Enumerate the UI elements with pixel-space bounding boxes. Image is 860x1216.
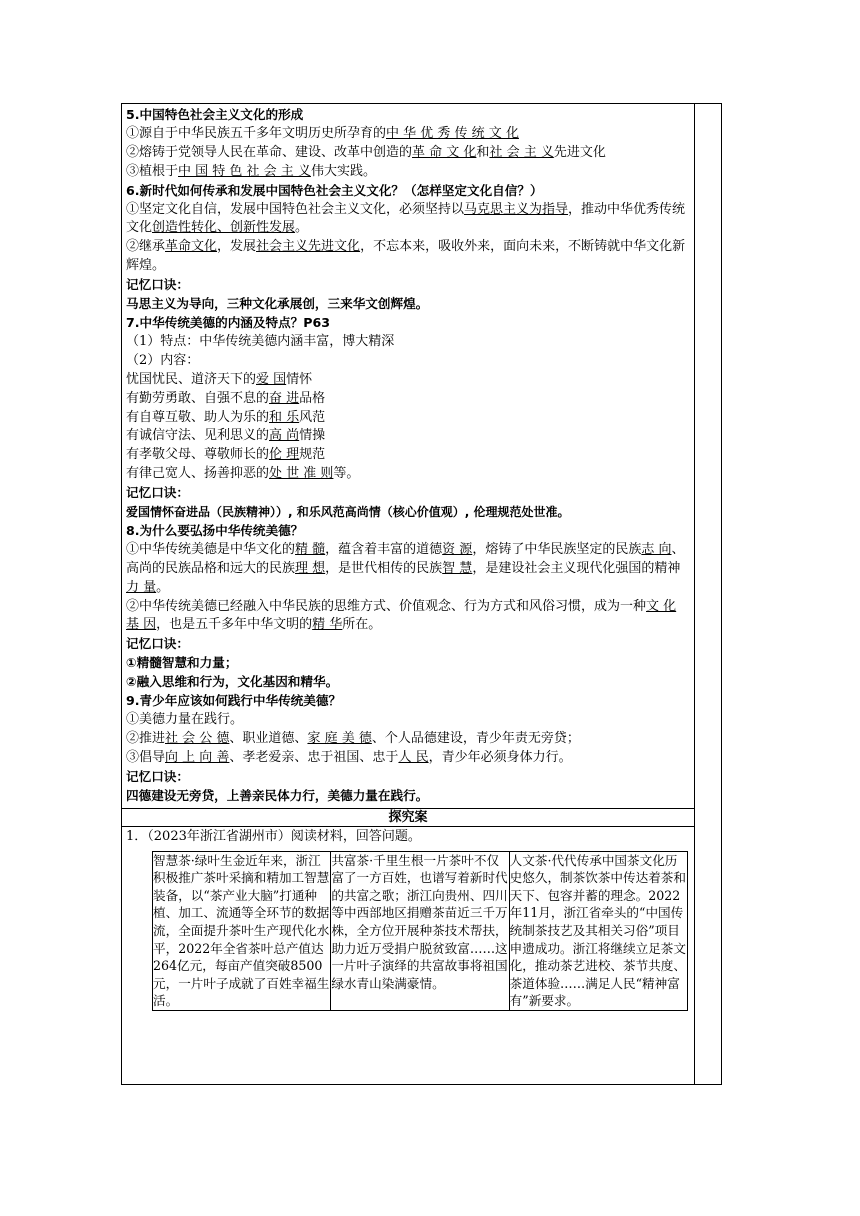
section7-feature: （1）特点：中华传统美德内涵丰富，博大精深 [126,333,395,349]
section7-row1: 忧国忧民、道济天下的爱 国情怀 [126,371,313,387]
section8-memory1: ①精髓智慧和力量； [126,655,238,671]
section9-memory: 四德建设无旁贷，上善亲民体力行，美德力量在践行。 [126,787,429,803]
section8-memory-label: 记忆口诀： [126,636,189,652]
section7-row4: 有诚信守法、见利思义的高 尚情操 [126,428,326,444]
main-content-cell [122,104,695,809]
notes-column [695,104,722,1085]
section7-memory: 爱国情怀奋进品（民族精神））, 和乐风范高尚情（核心价值观）, 伦理规范处世准。 [126,505,570,520]
section6-para1: ①坚定文化自信，发展中国特色社会主义文化，必须坚持以马克思主义为指导，推动中华优秀传统文化创造性转化、创新性发展。 [126,201,686,236]
section8-para2: ②中华传统美德已经融入中华民族的思维方式、价值观念、行为方式和风俗习惯，成为一种文 化 基 因，也是五千多年中华文明的精 华所在。 [126,598,677,633]
material-3: 人文茶·代代传承中国茶文化历史悠久，制茶饮茶中传达着茶和天下、包容并蓄的理念。2022年11月，浙江省牵头的“中国传统制茶技艺及其相关习俗”项目申遗成功。浙江将继续立足茶文化，推动茶艺进校、茶节共度、茶道体验……满足人民“精神富有”新要求。 [509,851,687,1010]
section8-title: 8.为什么要弘扬中华传统美德？ [126,522,304,538]
section8-memory2: ②融入思维和行为，文化基因和精华。 [126,674,339,690]
document-page [121,103,721,1085]
section7-title: 7.中华传统美德的内涵及特点？P63 [126,314,331,330]
section6-para2: ②继承革命文化，发展社会主义先进文化，不忘本来，吸收外来，面向未来，不断铸就中华文化新辉煌。 [126,239,686,274]
section7-memory-label: 记忆口诀： [126,485,189,501]
section7-row3: 有自尊互敬、助人为乐的和 乐风范 [126,409,326,425]
section5-line2: ②熔铸于党领导人民在革命、建设、改革中创造的革 命 文 化和社 会 主 义先进文化 [126,144,606,160]
section9-memory-label: 记忆口诀： [126,768,189,784]
section9-line2: ②推进社 会 公 德、职业道德、家 庭 美 德、个人品德建设，青少年责无旁贷； [126,730,580,746]
material-2: 共富茶·千里生根一片茶叶不仅富了一方百姓，也谱写着新时代的共富之歌；浙江向贵州、四川等中西部地区捐赠茶苗近三千万株，全方位开展种茶技术帮扶，助力近万受捐户脱贫致富……这一片叶子演绎的共富故事将祖国绿水青山染满豪情。 [331,851,509,1010]
section9-line1: ①美德力量在践行。 [126,712,244,727]
question-1: 1．（2023年浙江省湖州市）阅读材料，回答问题。 [126,828,421,844]
section6-memory: 马思主义为导向，三种文化承展创，三来华文创辉煌。 [126,296,429,312]
explore-header: 探究案 [122,808,695,826]
material-1: 智慧茶·绿叶生金近年来，浙江积极推广茶叶采摘和精加工智慧装备，以“茶产业大脑”打通种植、加工、流通等全环节的数据流，全面提升茶叶生产现代化水平，2022年全省茶叶总产值达264亿元，每亩产值突破8500元，一片叶子成就了百姓幸福生活。 [153,851,331,1010]
section7-row6: 有律己宽人、扬善抑恶的处 世 准 则等。 [126,466,360,482]
explore-cell [122,826,695,1084]
section7-row2: 有勤劳勇敢、自强不息的奋 进品格 [126,390,326,406]
section5-line1: ①源自于中华民族五千多年文明历史所孕育的中 华 优 秀 传 统 文 化 [126,125,519,141]
study-guide-table [121,103,722,1085]
material-table [152,851,688,1011]
section9-line3: ③倡导向 上 向 善、孝老爱亲、忠于祖国、忠于人 民，青少年必须身体力行。 [126,749,572,765]
section7-content: （2）内容： [126,352,200,368]
section5-title: 5.中国特色社会主义文化的形成 [126,107,304,122]
section7-row5: 有孝敬父母、尊敬师长的伦 理规范 [126,447,326,463]
section8-para1: ①中华传统美德是中华文化的精 髓，蕴含着丰富的道德资 源，熔铸了中华民族坚定的民族志 向、高尚的民族品格和远大的民族理 想，是世代相传的民族智 慧，是建设社会主义现代化强国的精神力 量。 [126,541,685,595]
section6-title: 6.新时代如何传承和发展中国特色社会主义文化？（怎样坚定文化自信？） [126,182,543,198]
section6-memory-label: 记忆口诀： [126,277,189,293]
section5-line3: ③植根于中 国 特 色 社 会 主 义伟大实践。 [126,163,376,179]
section9-title: 9.青少年应该如何践行中华传统美德？ [126,693,342,709]
